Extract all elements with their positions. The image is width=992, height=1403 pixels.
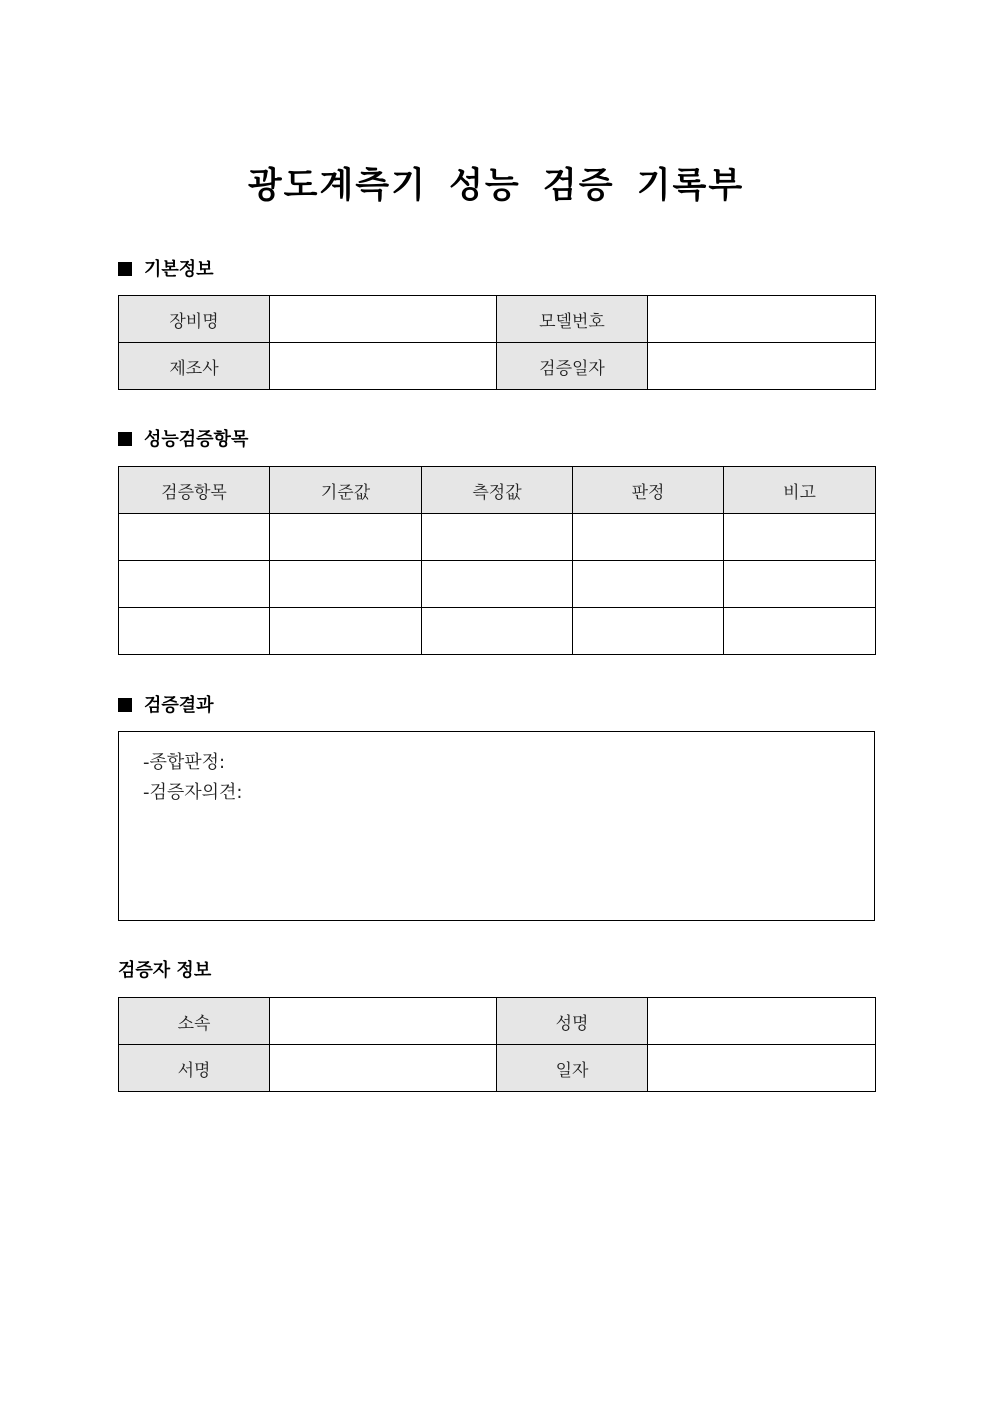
affiliation-field[interactable] <box>270 998 497 1045</box>
performance-heading <box>118 428 248 452</box>
basic-info-heading <box>118 258 214 282</box>
column-header: 비고 <box>724 467 876 514</box>
verifier-opinion-label: -검증자의견: <box>143 782 243 803</box>
table-cell[interactable] <box>119 514 270 561</box>
table-row <box>119 343 876 390</box>
column-header: 측정값 <box>422 467 573 514</box>
performance-heading-label: 성능검증항목 <box>144 429 249 450</box>
bullet-square-icon <box>118 698 132 712</box>
table-cell[interactable] <box>573 561 724 608</box>
manufacturer-label: 제조사 <box>119 343 270 390</box>
basic-info-table <box>118 295 876 390</box>
result-box[interactable] <box>118 731 875 921</box>
table-header-row <box>119 467 876 514</box>
signature-label: 서명 <box>119 1045 270 1092</box>
table-row <box>119 998 876 1045</box>
basic-info-heading-label: 기본정보 <box>144 259 214 280</box>
table-cell[interactable] <box>422 608 573 655</box>
date-label: 일자 <box>497 1045 648 1092</box>
equipment-name-field[interactable] <box>270 296 497 343</box>
table-row <box>119 561 876 608</box>
table-row <box>119 1045 876 1092</box>
table-row <box>119 514 876 561</box>
bullet-square-icon <box>118 262 132 276</box>
manufacturer-field[interactable] <box>270 343 497 390</box>
verification-date-label: 검증일자 <box>497 343 648 390</box>
table-cell[interactable] <box>573 514 724 561</box>
column-header: 기준값 <box>270 467 422 514</box>
table-cell[interactable] <box>724 608 876 655</box>
performance-table <box>118 466 876 655</box>
table-cell[interactable] <box>422 561 573 608</box>
table-cell[interactable] <box>119 608 270 655</box>
table-cell[interactable] <box>119 561 270 608</box>
model-number-label: 모델번호 <box>497 296 648 343</box>
model-number-field[interactable] <box>648 296 876 343</box>
table-cell[interactable] <box>270 514 422 561</box>
column-header: 검증항목 <box>119 467 270 514</box>
table-cell[interactable] <box>573 608 724 655</box>
affiliation-label: 소속 <box>119 998 270 1045</box>
table-row <box>119 296 876 343</box>
table-row <box>119 608 876 655</box>
table-cell[interactable] <box>270 608 422 655</box>
document-title: 광도계측기 성능 검증 기록부 <box>247 166 745 206</box>
overall-judgment-line <box>143 751 225 775</box>
table-cell[interactable] <box>724 514 876 561</box>
result-heading-label: 검증결과 <box>144 695 214 716</box>
date-field[interactable] <box>648 1045 876 1092</box>
table-cell[interactable] <box>724 561 876 608</box>
bullet-square-icon <box>118 432 132 446</box>
verifier-opinion-line <box>143 781 243 805</box>
overall-judgment-label: -종합판정: <box>143 752 226 773</box>
name-field[interactable] <box>648 998 876 1045</box>
verifier-table <box>118 997 876 1092</box>
column-header: 판정 <box>573 467 724 514</box>
equipment-name-label: 장비명 <box>119 296 270 343</box>
verification-date-field[interactable] <box>648 343 876 390</box>
table-cell[interactable] <box>270 561 422 608</box>
result-heading <box>118 694 214 718</box>
signature-field[interactable] <box>270 1045 497 1092</box>
table-cell[interactable] <box>422 514 573 561</box>
verifier-heading: 검증자 정보 <box>118 960 212 981</box>
name-label: 성명 <box>497 998 648 1045</box>
